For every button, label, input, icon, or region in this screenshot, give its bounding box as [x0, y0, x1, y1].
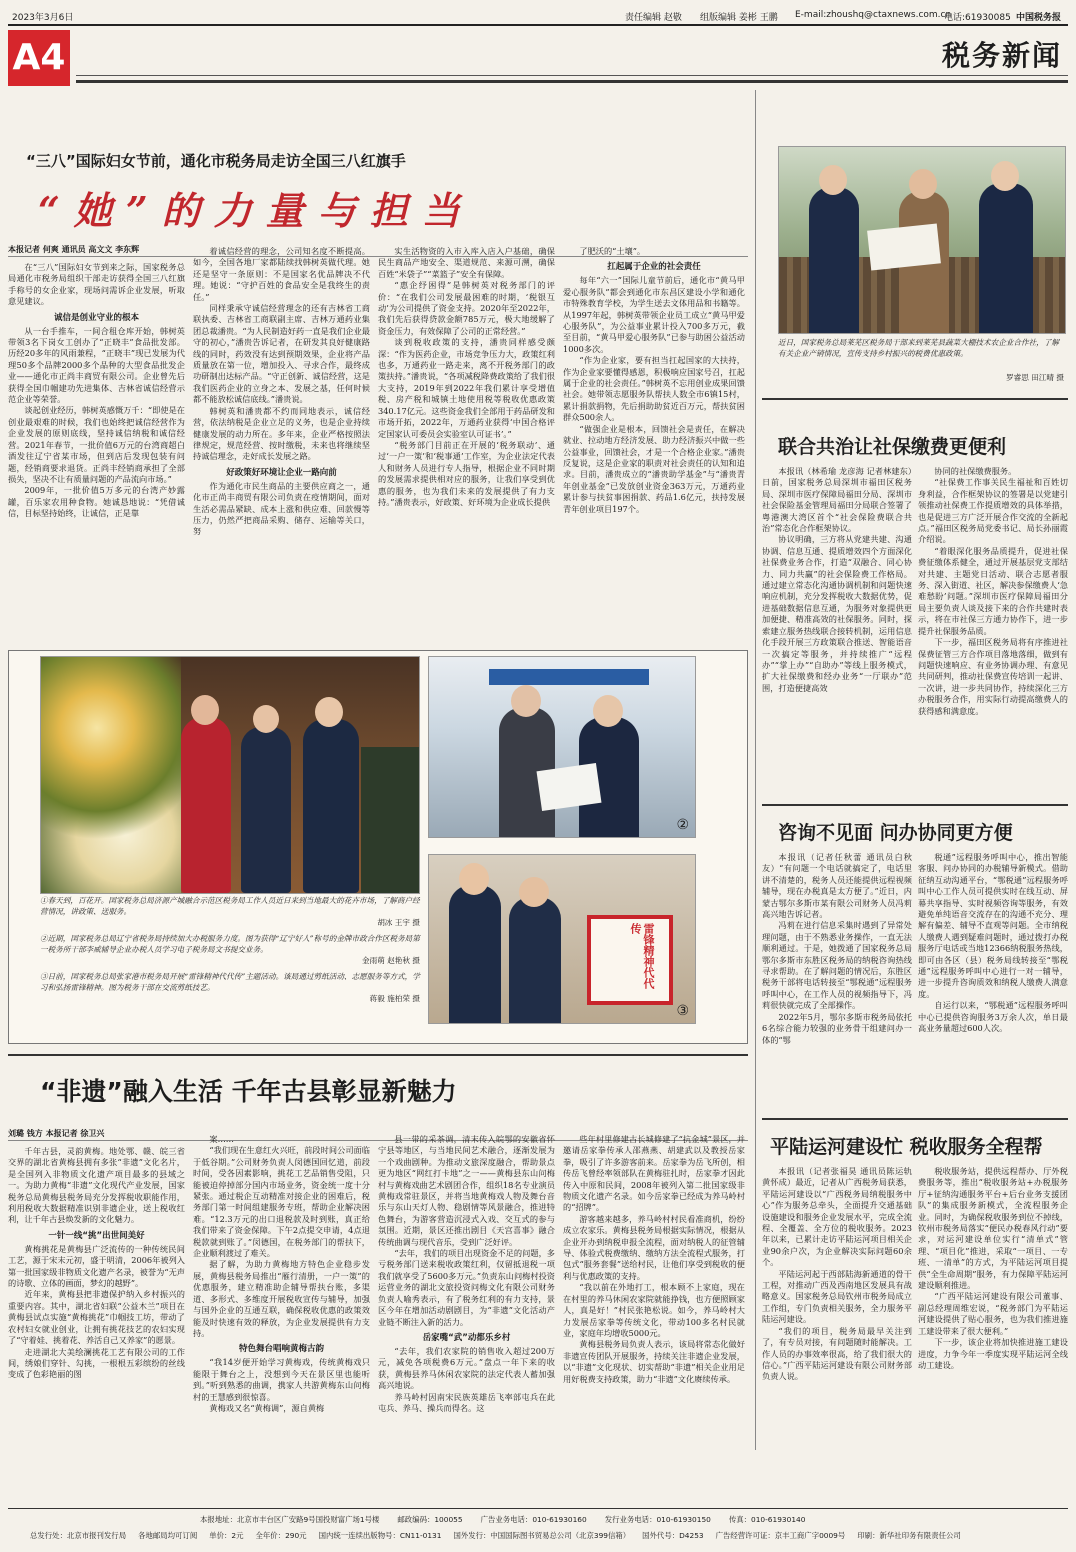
paragraph: 本报讯（记者张福昊 通讯员陈运轨 黄怀成）最近，记者从广西税务局获悉，平陆运河建设以“广西税务局纳税服务中心”作为服务总牵头，全面提升交通基础设施建设和服务企业发展水平，完成全流程、全覆盖、全方位的税收服务。2023年以来，已累计走访平陆运河项目相关企业90余户次，为企业解决实际问题60余个。: [762, 1166, 912, 1268]
paragraph: “税务部门目前正在开展的‘税务联动’、通过‘一户一策’和‘税事通’工作室，为企业法定代表人和财务人员进行专人指导，根据企业不同时期的发展需求提供相对应的服务，让我们享受到优惠的服务，也为我们未来的发展提供了有力支持。”潘贵表示，好政策、好环境为企业成长提供: [378, 439, 555, 507]
consult-col-2: [918, 852, 1068, 1110]
footer-item: 总发行处：北京市报刊发行局: [30, 1531, 127, 1540]
canal-title: 平陆运河建设忙 税收服务全程帮: [770, 1136, 1043, 1158]
paragraph: 从一台手推车，一间合租仓库开始，韩树英带领3名下岗女工创办了“正晓丰”食品批发部。历经20多年的风雨兼程，“正晓丰”现已发展为代理50多个品牌2000多个品种的大型食品批发企业——通化市正尚丰商贸有限公司。企业曾先后获得全国巾帼建功先进集体、吉林省诚信经营示范企业等荣誉。: [8, 325, 185, 405]
photo-tax-officers-hall: [428, 656, 696, 838]
paragraph: “惠企纾困得”是韩树英对税务部门的评价：“在我们公司发展最困难的时期，‘税银互动’为公司提供了资金支持。2020年至2022年，我们先后获得贷款金额785万元，极大地缓解了资金压力，有效保障了公司的正常经营。”: [378, 280, 555, 336]
paragraph: 作为通化市民生商品的主要供应商之一，通化市正尚丰商贸有限公司负责在疫情期间，面对生活必需品紧缺、成本上涨和供应难、回款慢等压力，仍然严把商品采购、储存、运输等关口，努: [193, 480, 370, 537]
paragraph: 自运行以来，“鄂税通”远程服务呼叫中心已提供咨询服务3万余人次，单日最高业务量超过600人次。: [918, 1000, 1068, 1034]
paragraph: 据了解，为助力黄梅地方特色企业稳步发展，黄梅县税务局推出“雁行清册，一户一策”的优惠服务，建立精准助企辅导帮扶台账，多渠道、多形式、多维度开展税收宣传与辅导，加强与国外企业的互通互联，确保税收优惠的政策效能及时快速有效的释放，为企业发展提供有力支持。: [193, 1259, 370, 1338]
paragraph: 下一步，福田区税务局将有序推进社保费征管三方合作项目落地落细，做到有问题快速响应、有业务协调办理、有意见共同研判，推动社保费宣传培训一起讲、一次讲，进一步共同协作，持续深化三方办税服务合作，用实际行动提高缴费人的获得感和满意度。: [918, 637, 1068, 716]
heritage-byline: 刘璐 钱方 本报记者 徐卫兴: [8, 1129, 105, 1138]
main-col-2: [193, 246, 370, 648]
photo-top-right-caption: 近日，国家税务总局莱芜区税务局干部来到莱芜县蔬菜大棚技术农企业合作社，了解有关企业产销情况，宣传支持乡村振兴的税费优惠政策。: [778, 338, 1059, 358]
paragraph: 走进湖北大美绘澜挑花工艺有限公司的工作间，绣娘们穿针、勾挑，一根根五彩缤纷的丝线变成了色彩艳丽的图: [8, 1346, 185, 1380]
paragraph: “我们的项目，税务局最早关注到了，有专员对接，有问题随时能解决。工作人员的办事效率很高，给了我们很大的信心。”广西平陆运河建设有限公司财务部负责人说。: [762, 1325, 912, 1382]
header-designer: 组版编辑 姜彬 王鹏: [700, 13, 778, 23]
subheading: 好政策好环境让企业一路向前: [226, 467, 337, 478]
paragraph: 韩树英和潘贵都不约而同地表示，诚信经营，依法纳税是企业立足的义务，也是企业持续健康发展的动力所在。多年来，企业严格按照法律规定，规范经营、按时缴税，未来也将继续坚持诚信理念，走好成长发展之路。: [193, 405, 370, 462]
consult-title: 咨询不见面 问办协同更方便: [778, 822, 1013, 844]
photo-top-right-credit: 罗睿思 田江晴 摄: [1006, 373, 1064, 382]
footer-item: 各地邮局均可订阅: [138, 1531, 198, 1540]
heritage-title: “非遗”融入生活 千年古县彰显新魅力: [40, 1077, 457, 1106]
papercut-text: 雷锋精神代代传: [629, 923, 655, 989]
paragraph: 些年村里修建古长城修建了“抗金城”景区，并邀请岳家拳传承人邵燕燕、胡建武以及教授岳家拳，吸引了许多游客前来。岳家拳为岳飞所创，相传岳飞曾经率领部队在黄梅驻扎时，岳家拳才因此传入中原和民间，2008年被列入第二批国家级非物质文化遗产名录。如今岳家拳已经成为养马岭村的“招牌”。: [563, 1134, 745, 1213]
header-date: 2023年3月6日: [12, 13, 74, 23]
photo-flower-market: [40, 656, 420, 894]
footer-item: 印刷：新华社印务有限责任公司: [857, 1531, 961, 1540]
paragraph: 近年来，黄梅县把非遗保护纳入乡村振兴的重要内容。其中，湖北省妇联“公益木兰”项目在黄梅县试点实施“黄梅挑花”巾帼技工坊，带动了农村妇女就业创业，让拥有挑花技艺的农妇实现了“守着娃、挑着花、养活自己又养家”的愿景。: [8, 1289, 185, 1346]
photo-num-3: ③: [676, 1003, 689, 1019]
paragraph: “我14岁便开始学习黄梅戏，传统黄梅戏只能限于舞台之上，没想到今天在景区里也能听到。”听到熟悉的曲调，携家人共游黄梅东山问梅村的王慧感到很惊喜。: [193, 1357, 370, 1402]
header-phone: 电话:61930085: [944, 13, 1011, 23]
paragraph: 同样秉承守诚信经营理念的还有吉林省工商联执委、吉林省工商联副主席、吉林万通药业集团总裁潘贵。“为人民制造好药一直是我们企业最守的初心，”潘贵告诉记者，在研发其良好健康路线的同时，药效没有达到预期效果，企业将产品质量放在第一位，增加投入、寻求合作，最终成功研制出达标产品。“守正创新、诚信经营，这是我们医药企业的立身之本、发展之基，任何时候都不能放松诚信底线。”潘贵说。: [193, 303, 370, 405]
paragraph: 谈到税收政策的支持，潘贵同样感受颇深：“作为医药企业，市场竞争压力大，政策红利也多，万通药业一路走来，离不开税务部门的政策扶持。”潘贵说，“各项减税降费政策给了我们很大支持，2019年到2022年我们累计享受增值税、房产税和城镇土地使用税等税收优惠政策340.17亿元。这些资金我们全部用于药品研发和市场开拓，2022年，万通药业获得‘中国合格评定国家认可委员会实验室认可证书’。”: [378, 337, 555, 439]
paragraph: 游客越来越多，养马岭村村民看准商机，纷纷成立农家乐。黄梅县税务局根据实际情况，根据从企业开办到纳税申报全流程，面对纳税人的征管辅导、体验式税费缴纳、缴纳方法全流程式服务，打包式“服务套餐”送给村民，让他们享受到税收的便利与优惠政策的支持。: [563, 1213, 745, 1281]
paragraph: 冯莉在进行信息采集时遇到了异常处理问题，由于不熟悉业务操作，一直无法顺利通过。于是，她拨通了国家税务总局鄂尔多斯市东胜区税务局的纳税咨询热线寻求帮助。在了解问题的情况后，东胜区税务干部将电话转接至“鄂税通”远程服务呼叫中心，在工作人员的视频指导下，冯莉很快就完成了全部操作。: [762, 920, 912, 1011]
paragraph: 协议明确，三方将从党建共建、沟通协调、信息互通、提质增效四个方面深化社保费业务合作，打造“双融合、同心协力、同力共赢”的社会保险费工作格局。通过建立常态化沟通协调机制和问题快速响应机制，充分发挥税收大数据优势，促进基础数据信息互通，为服务对象提供更加便捷、精准高效的社保服务。同时，探索建立服务热线联合接转机制，运用信息化手段开展三方政策联合推送、智能语音一次搞定等服务，并持续推广“远程办”“掌上办”“自助办”等线上服务模式，扩大社保缴费和经办业务“一厅联办”范围，打造便捷高效: [762, 534, 912, 693]
paragraph: 黄梅戏又名“黄梅调”，源自黄梅: [209, 1402, 325, 1413]
consult-col-1: [762, 852, 912, 1110]
subheading: 一针一线“挑”出世间美好: [48, 1230, 145, 1241]
paragraph: “作为企业家，要有担当扛起国家的大扶持，作为企业家要懂得感恩，积极响应国家号召，扛起属于企业的社会责任。”韩树英不忘用创业成果回馈社会。她带领志愿服务队帮扶人数全市6镇15村，累计捐款捐物，先后捐助助贫近百万元，帮扶贫困群众500余人。: [563, 355, 745, 423]
paragraph: “着眼深化服务品质提升，促进社保费征缴体系健全，通过开展基层党支部结对共建、主题党日活动、联合志愿者服务、深入街道、社区，解决参保缴费人‘急难愁盼’问题。”深圳市医疗保障局福田分局主要负责人谈及接下来的合作共建时表示，将在市社保三方通力协作下，进一步提升社保服务品质。: [918, 545, 1068, 636]
social-col-2: [918, 466, 1068, 800]
header-editor: 责任编辑 赵敬: [625, 13, 682, 23]
paragraph: 着诚信经营的理念，公司知名度不断提高。如今，全国各地厂家都陆续找韩树英做代理。她还是坚守一条原则：不是国家名优品牌决不代理。她说：“守护百姓的食品安全是我终生的责任。”: [193, 246, 370, 302]
footer-line-1: [200, 1514, 1070, 1526]
footer-line-2: [30, 1530, 1070, 1542]
heritage-col-2: [193, 1134, 370, 1486]
paragraph: 税收服务站，提供远程帮办、厅外税费服务等，推出“税收服务站+办税服务厅+征纳沟通服务平台+后台业务支援团队”的集成服务新模式，全流程服务企业。同时，为确保税收服务到位不掉线，钦州市税务局落实“便民办税春风行动”要求，对运河建设单位实行“清单式”管理、“项目化”推进，采取“一项目、一专班、一清单”的方式，为平陆运河项目提供“全生命周期”服务，有力保障平陆运河建设顺利推进。: [918, 1166, 1068, 1291]
heritage-col-1: [8, 1146, 185, 1486]
main-kicker: “三八”国际妇女节前，通化市税务局走访全国三八红旗手: [26, 152, 406, 170]
heritage-col-3: [378, 1134, 555, 1486]
footer-item: 本报地址：北京市丰台区广安路9号国投财富广场1号楼: [200, 1515, 380, 1524]
main-byline: 本报记者 何爽 通讯员 高文文 李东辉: [8, 245, 140, 254]
paragraph: “社保费工作事关民生福祉和百姓切身利益，合作框架协议的签署是以党建引领推动社保费工作提质增效的具体举措，也是促进三方广泛开展合作交流的全新起点。”福田区税务局党委书记、局长孙丽霞介绍说。: [918, 477, 1068, 545]
paragraph: 黄梅挑花是黄梅县广泛流传的一种传统民间工艺，源于宋末元初，盛于明清，2006年被列入第一批国家级非物质文化遗产名录，被誉为“无声的诗歌、立体的画面，梦幻的越野”。: [8, 1243, 185, 1289]
paragraph: 了肥沃的“土壤”。: [579, 246, 646, 256]
canal-col-2: [918, 1166, 1068, 1486]
social-col-1: [762, 466, 912, 800]
footer-item: 传真：010-61930140: [728, 1515, 806, 1524]
footer-item: 国内统一连续出版物号：CN11-0131: [318, 1531, 442, 1540]
heritage-col-4: [563, 1134, 745, 1486]
photo-credit: 胡冰 王宇 摄: [377, 918, 420, 927]
photo-caption: ③日前，国家税务总局张家港市税务局开展“雷锋精神代代传”主题活动。该局通过剪纸活动、志愿服务等方式，学习和弘扬雷锋精神。图为税务干部在交流剪纸技艺。: [40, 972, 420, 992]
subheading: 扛起属于企业的社会责任: [607, 262, 701, 273]
photo-caption: ①春天到，百花开。国家税务总局济源产城融合示范区税务局工作人员近日来到当地最大的花卉市场，了解商户经营情况，讲政策、送服务。: [40, 896, 420, 916]
paragraph: “去年，我们农家院的销售收入超过200万元，减免各项税费6万元。”盘点一年下来的收获，黄梅县养马休闲农家院的法定代表人蓄加强高兴地说。: [378, 1345, 555, 1391]
paragraph: 黄梅县税务局负责人表示，该局将常态化做好非遗宣传团队开展服务，持续关注非遗企业发展，以“非遗”文化现状、切实帮助“非遗”相关企业用足用好税费支持政策，助力“非遗”文化赓续传承。: [563, 1339, 745, 1384]
main-col-1: [8, 262, 185, 648]
main-headline: “她”的力量与担当: [38, 188, 474, 233]
social-title: 联合共治让社保缴费更便利: [778, 436, 1007, 458]
page-number-badge: A4: [8, 30, 70, 86]
paragraph: 案……: [209, 1134, 234, 1144]
photo-credit: 金雨萌 赵艳秋 摄: [362, 956, 420, 965]
footer-item: 广告业务电话：010-61930160: [480, 1515, 587, 1524]
paragraph: “做强企业是根本，回馈社会是责任，在解决就业、拉动地方经济发展、助力经济振兴中做一些公益事业，回馈社会，才是一个合格企业家。”潘贵反复说，这是企业家的职责对社会责任的认知和追求。目前，潘贵成立的“潘贵助学基金”与“潘贵青年创业基金”已发放创业资金363万元，万通药业累计参与扶贫事困捐款、药品1.6亿元，扶持发展青年创业项目197个。: [563, 423, 745, 514]
paragraph: 在“三八”国际妇女节到来之际，国家税务总局通化市税务局组织干部走访获得全国三八红旗手称号的女企业家，现场问需诉企业发展，听取意见建议。: [8, 262, 185, 307]
photo-greenhouse-visit: [778, 146, 1066, 334]
photo-credit: 蒋毅 施柏荣 摄: [369, 994, 420, 1003]
footer-item: 发行业务电话：010-61930150: [604, 1515, 711, 1524]
photo-papercut-activity: [428, 854, 696, 1024]
photo-num-2: ②: [676, 817, 689, 833]
paragraph: 本报讯（记者任秋蕾 通讯员白秋友）“有问题一个电话就搞定了，电话里讲不清楚的，税务人员还能提供远程视频辅导，现在办税真是太方便了。”近日，内蒙古鄂尔多斯市某有限公司财务人员冯莉高兴地告诉记者。: [762, 852, 912, 920]
paragraph: 2009年，一批价值5万多元的台湾产妙露罐，百乐家农用种食物。她诚恳地说：“凭借诚信，目标坚持始终，让诚信，正是靠: [8, 485, 185, 519]
footer-item: 单价：2元: [209, 1531, 244, 1540]
paragraph: 千年古县，灵韵黄梅。地处鄂、赣、皖三省交界的湖北省黄梅县拥有多张“非遗”文化名片，是全国列入非物质文化遗产项目最多的县域之一。为助力黄梅“非遗”文化现代产业发展，国家税务总局黄梅县税务局充分发挥税收职能作用，利用税收大数据精准识别非遗企业，送上税收红利，让千年古县焕发新的文化魅力。: [8, 1146, 185, 1225]
main-col-4: [563, 246, 745, 648]
paragraph: 税通”远程服务呼叫中心，推出智能客服、问办协同的办税辅导新模式。借助征纳互动沟通平台，“鄂税通”远程服务呼叫中心工作人员可提供实时在线互动、屏幕共享指导、实时视频咨询等服务，有效避免单纯语音交流存在的沟通不充分、理解有偏差、辅导不直观等问题。全市纳税人缴费人遇到疑难问题时，通过拨打办税服务厅电话或当地12366纳税服务热线，即可由各区（县）税务局线转接至“鄂税通”远程服务呼叫中心进行一对一辅导，进一步提升咨询质效和纳税人缴费人满意度。: [918, 852, 1068, 999]
photo-caption: ②近期，国家税务总局辽宁省税务局持续加大办税服务力度。图为获得“辽宁好人”称号的金牌市政合作区税务局第一税务所干部李威辅导企业办税人员学习电子税务局文书提交业务。: [40, 934, 420, 954]
paragraph: “广西平陆运河建设有限公司董事、副总经理周维宏说，“税务部门为平陆运河建设提供了贴心服务，也为我们推进施工建设带来了很大便利。”: [918, 1291, 1068, 1336]
subheading: 诚信是创业守业的根本: [53, 312, 139, 323]
subheading: 岳家嘴“武”动都乐乡村: [422, 1332, 511, 1343]
photo-captions: [40, 896, 420, 1004]
footer-item: 国外发行：中国国际图书贸易总公司（北京399信箱）: [453, 1531, 631, 1540]
footer-item: 广告经营许可证：京丰工商广字0009号: [715, 1531, 846, 1540]
subheading: 特色舞台唱响黄梅古韵: [238, 1344, 324, 1355]
paragraph: 实生活物资的入市入库入店入户基础，确保民生商品产地安全、渠道规范、来源可溯，确保百姓“米袋子”“菜篮子”安全有保障。: [378, 246, 555, 279]
canal-col-1: [762, 1166, 912, 1486]
paragraph: 2022年5月，鄂尔多斯市税务局依托6名综合能力较强的业务骨干组建问办一体的“鄂: [762, 1011, 912, 1045]
paragraph: 本报讯（林希瑜 龙彦海 记者林建东）日前，国家税务总局深圳市福田区税务局、深圳市医疗保障局福田分局、深圳市社会保险基金管理局福田分局联合签署了粤港澳大湾区首个“社会保险费联合共治”常态化合作框架协议。: [762, 466, 912, 534]
paragraph: “我们现在生意红火兴旺，前段时间公司面临于低谷期。”公司财务负责人闵德国回忆道，前段时间，受各因素影响，挑花工艺品销售受阻，只能被迫停掉部分国内市场业务，资金统一度十分紧张。通过税企互动精准对接企业的困难后，税务部门第一时间组建服务专班，帮助企业解决困难。“12.3万元的出口退税款及时到账，真正给我们带来了资金保障。下午2点提交申请，4点退税款就到账了。”闵德国，在税务部门的帮扶下，企业顺利渡过了难关。: [193, 1145, 370, 1259]
footer-item: 全年价：290元: [255, 1531, 307, 1540]
paragraph: 每年“六一”国际儿童节前后，通化市“黄马甲爱心服务队”都会到通化市东昌区建设小学和通化市特殊教育学校，为学生送去文体用品和书籍等。从1997年起，韩树英带领企业员工成立“黄马甲爱心服务队”，为公益事业累计投入700多万元，截至目前，“黄马甲爱心服务队”已参与助困公益活动1000多次。: [563, 275, 745, 354]
section-title: 税务新闻: [941, 39, 1062, 72]
paragraph: 谈起创业经历，韩树英感慨万千：“即使是在创业最艰难的时候，我们也始终把诚信经营作为企业发展的原则底线，坚持诚信纳税和诚信经营。2021年春节，一批价值6万元的台湾商超白酒发往辽宁省某市场，但到店后发现包装有问题，经销商要求退货。正尚丰经销商承担了全部损失，坚决不让有质量问题的产品流向市场。”: [8, 405, 185, 484]
paragraph: 县一带的采茶调，清末传入皖鄂的安徽省怀宁县等地区，与当地民间艺术融合，逐渐发展为一个戏曲剧种。为推动文旅深度融合，帮助景点更为地区“网红打卡地”之一——黄梅县东山问梅村与黄梅戏曲艺术剧团合作，组织18名专业演员黄梅戏常驻景区，并将当地黄梅戏人物及舞台音乐与东山天灯人物、稳剧情等风景融合，推进特色舞台，为游客营造沉浸式入戏、交互式的参与氛围。近期，景区还推出剧目《天宫喜事》融合传统曲调与现代音乐，受到广泛好评。: [378, 1134, 555, 1247]
paragraph: 养马岭村因南宋民族英雄岳飞率部屯兵在此屯兵、养马、操兵而得名。这: [378, 1391, 555, 1413]
footer-item: 邮政编码：100055: [397, 1515, 463, 1524]
paragraph: 协同的社保缴费服务。: [934, 466, 1017, 476]
header-paper: 中国税务报: [1016, 13, 1062, 23]
paragraph: 下一步，该企业将加快推进施工建设进度，力争今年一季度实现平陆运河全线动工建设。: [918, 1337, 1068, 1370]
footer-item: 国外代号：D4253: [642, 1531, 704, 1540]
paragraph: “我以前在外地打工，根本顾不上家庭，现在在村里的养马休闲农家院就能挣钱，也方便照顾家人，真是好！”村民张艳松说。如今，养马岭村大力发展岳家拳等传统文化，带动100多名村民就业，家庭年均增收5000元。: [563, 1282, 745, 1338]
paragraph: “去年，我们的项目出现资金不足的问题，多亏税务部门送来税收政策红利，仅留抵退税一项我们就享受了5600多万元。”负责东山问梅村投资运营业务的湖北文旅投资问梅文化有限公司财务负责人喻秀表示，有了税务红利的有力支持，景区今年在增加活动剧剧目，为“非遗”文化活动产业链不断注入新的活力。: [378, 1248, 555, 1327]
main-col-3: [378, 246, 555, 648]
header-email: E-mail:zhoushq@ctaxnews.com.cn: [795, 10, 952, 20]
paragraph: 平陆运河起于西部陆海新通道的骨干工程，对推动广西及西南地区发展具有战略意义。国家税务总局钦州市税务局成立工作组，专门负责相关服务，全力服务平陆运河建设。: [762, 1268, 912, 1325]
